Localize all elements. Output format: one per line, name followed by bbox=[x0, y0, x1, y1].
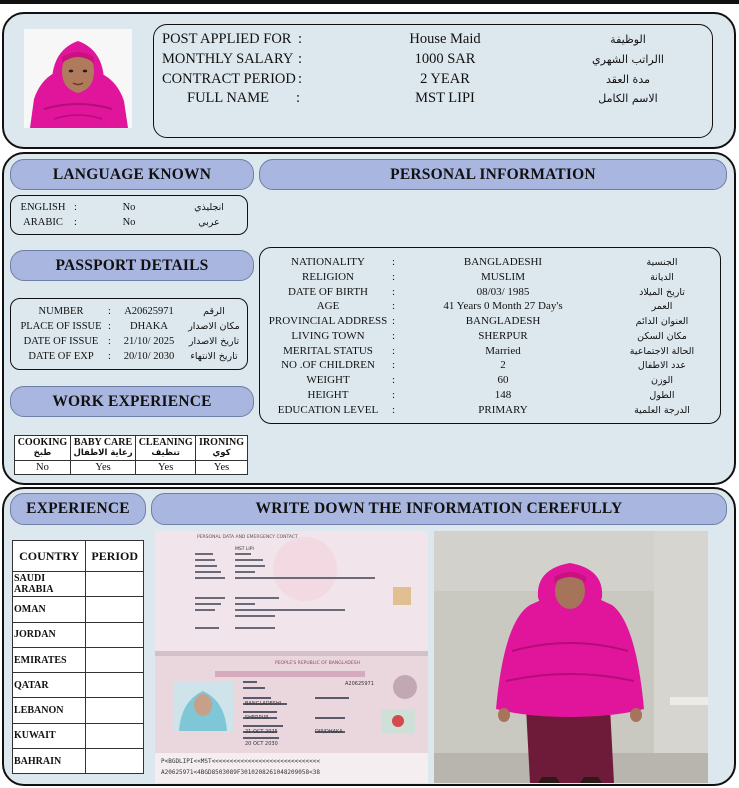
personal-arabic: عدد الاطفال bbox=[637, 360, 687, 372]
skill-name: COOKING bbox=[17, 437, 68, 448]
language-colon: : bbox=[74, 216, 77, 228]
skill-arabic: تنظيف bbox=[151, 448, 180, 458]
experience-row bbox=[13, 698, 144, 723]
personal-arabic: العنوان الدائم bbox=[635, 316, 689, 327]
personal-value: 2 bbox=[500, 359, 506, 372]
personal-arabic: الجنسية bbox=[646, 257, 678, 268]
header-field-value: 2 YEAR bbox=[420, 70, 470, 87]
header-field-colon: : bbox=[298, 50, 303, 67]
passport-scan-place: SHERPUR bbox=[245, 715, 269, 721]
passport-colon: : bbox=[108, 321, 111, 332]
personal-arabic: الديانة bbox=[650, 271, 674, 283]
personal-value: BANGLADESHI bbox=[463, 256, 543, 268]
experience-row bbox=[13, 647, 144, 672]
experience-row bbox=[13, 572, 144, 597]
experience-table bbox=[12, 540, 144, 774]
personal-colon: : bbox=[392, 300, 396, 313]
personal-value: PRIMARY bbox=[478, 403, 528, 416]
skill-name: IRONING bbox=[199, 437, 245, 448]
language-arabic: عربي bbox=[198, 216, 220, 228]
personal-colon: : bbox=[392, 374, 396, 386]
personal-value: 08/03/ 1985 bbox=[476, 285, 530, 298]
personal-value: Married bbox=[485, 344, 521, 357]
experience-heading: EXPERIENCE bbox=[10, 493, 146, 525]
header-field-arabic: الاسم الكامل bbox=[598, 92, 658, 106]
skill-value: Yes bbox=[70, 461, 135, 475]
passport-label: NUMBER bbox=[38, 306, 84, 317]
skill-name: CLEANING bbox=[138, 437, 193, 448]
personal-colon: : bbox=[392, 403, 396, 416]
passport-scan-issue: 21 OCT 2025 bbox=[245, 729, 278, 735]
personal-colon: : bbox=[392, 270, 396, 283]
personal-colon: : bbox=[392, 359, 396, 372]
experience-period bbox=[86, 597, 144, 622]
language-box bbox=[10, 195, 248, 235]
personal-value: MUSLIM bbox=[480, 270, 525, 283]
header-field-colon: : bbox=[298, 70, 303, 87]
personal-label: LIVING TOWN bbox=[291, 329, 365, 342]
passport-mrz-line-2: A20625971<4BGD8503089F3010208261048209058<38 bbox=[161, 769, 320, 776]
passport-value: 21/10/ 2025 bbox=[123, 336, 175, 347]
experience-row bbox=[13, 749, 144, 774]
header-field-value: MST LIPI bbox=[415, 90, 475, 107]
experience-country: OMAN bbox=[13, 597, 86, 622]
personal-colon: : bbox=[392, 315, 396, 327]
passport-scan bbox=[155, 531, 428, 783]
passport-scan-expiry: 20 OCT 2030 bbox=[245, 741, 278, 747]
experience-row bbox=[13, 723, 144, 748]
experience-period bbox=[86, 673, 144, 698]
header-field-value: House Maid bbox=[409, 31, 481, 47]
experience-row bbox=[13, 673, 144, 698]
language-known-heading: LANGUAGE KNOWN bbox=[10, 159, 254, 190]
passport-colon: : bbox=[108, 306, 111, 317]
skill-header bbox=[15, 436, 71, 461]
header-field-colon: : bbox=[296, 90, 301, 107]
skill-header bbox=[70, 436, 135, 461]
header-field-arabic: مدة العقد bbox=[606, 72, 650, 86]
experience-country: KUWAIT bbox=[13, 723, 86, 748]
passport-label: DATE OF EXP bbox=[28, 351, 94, 362]
skill-arabic: رعاية الاطفال bbox=[73, 448, 133, 458]
personal-arabic: الوزن bbox=[650, 375, 673, 386]
experience-country: QATAR bbox=[13, 673, 86, 698]
experience-country: BAHRAIN bbox=[13, 749, 86, 774]
experience-row bbox=[13, 597, 144, 622]
experience-row bbox=[13, 622, 144, 647]
personal-label: PROVINCIAL ADDRESS bbox=[268, 315, 388, 327]
passport-label: DATE OF ISSUE bbox=[23, 336, 99, 347]
personal-arabic: الطول bbox=[649, 389, 675, 401]
personal-value: SHERPUR bbox=[478, 329, 528, 342]
passport-arabic: تاريخ الانتهاء bbox=[190, 351, 238, 362]
experience-period bbox=[86, 698, 144, 723]
passport-mrz-line-1: P<BGDLIPI<<MST<<<<<<<<<<<<<<<<<<<<<<<<<<<<<< bbox=[161, 758, 320, 765]
personal-value: 41 Years 0 Month 27 Day's bbox=[443, 300, 563, 313]
personal-label: AGE bbox=[316, 300, 340, 313]
passport-scan-authority: DIP/DHAKA bbox=[315, 729, 343, 735]
skill-value: No bbox=[15, 461, 71, 475]
personal-value: 60 bbox=[497, 374, 509, 386]
experience-country: JORDAN bbox=[13, 622, 86, 647]
personal-value: 148 bbox=[494, 388, 512, 401]
passport-details-heading: PASSPORT DETAILS bbox=[10, 250, 254, 281]
passport-value: 20/10/ 2030 bbox=[123, 351, 175, 362]
experience-period bbox=[86, 749, 144, 774]
header-field-arabic: الوظيفة bbox=[610, 33, 646, 46]
passport-arabic: الرقم bbox=[203, 306, 225, 317]
header-field-arabic: االراتب الشهري bbox=[592, 52, 664, 66]
passport-arabic: تاريخ الاصدار bbox=[188, 336, 240, 347]
experience-country: EMIRATES bbox=[13, 647, 86, 672]
personal-label: NO .OF CHILDREN bbox=[281, 359, 375, 372]
passport-arabic: مكان الاصدار bbox=[188, 321, 240, 332]
passport-scan-title: PERSONAL DATA AND EMERGENCY CONTACT bbox=[197, 535, 298, 540]
full-body-photo bbox=[434, 531, 708, 783]
experience-country: SAUDI ARABIA bbox=[13, 572, 86, 597]
personal-colon: : bbox=[392, 388, 396, 401]
language-value: No bbox=[122, 202, 136, 213]
personal-label: HEIGHT bbox=[307, 388, 349, 401]
personal-value: BANGLADESH bbox=[465, 315, 541, 327]
passport-label: PLACE OF ISSUE bbox=[20, 321, 102, 332]
country-column-header: COUNTRY bbox=[13, 541, 86, 572]
skill-value: Yes bbox=[136, 461, 196, 475]
personal-arabic: الحالة الاجتماعية bbox=[629, 345, 695, 357]
personal-label: EDUCATION LEVEL bbox=[277, 403, 379, 416]
personal-label: RELIGION bbox=[302, 270, 354, 283]
passport-scan-name: MST LIPI bbox=[235, 547, 254, 552]
top-border bbox=[0, 0, 739, 4]
personal-label: MERITAL STATUS bbox=[283, 344, 373, 357]
passport-scan-banner: PEOPLE'S REPUBLIC OF BANGLADESH bbox=[275, 661, 360, 666]
experience-period bbox=[86, 647, 144, 672]
personal-colon: : bbox=[392, 285, 396, 298]
personal-label: WEIGHT bbox=[306, 374, 350, 386]
period-column-header: PERIOD bbox=[86, 541, 144, 572]
experience-period bbox=[86, 723, 144, 748]
experience-country: LEBANON bbox=[13, 698, 86, 723]
header-field-label: POST APPLIED FOR bbox=[162, 31, 292, 47]
skill-header bbox=[136, 436, 196, 461]
experience-period bbox=[86, 572, 144, 597]
passport-value: A20625971 bbox=[124, 306, 174, 317]
passport-scan-number: A20625971 bbox=[345, 681, 374, 687]
personal-arabic: الدرجة العلمية bbox=[634, 404, 690, 416]
passport-value: DHAKA bbox=[130, 321, 168, 332]
skill-arabic: كوي bbox=[212, 448, 231, 458]
language-label: ENGLISH bbox=[20, 202, 66, 213]
skill-value: Yes bbox=[196, 461, 248, 475]
personal-arabic: العمر bbox=[651, 301, 673, 313]
passport-colon: : bbox=[108, 351, 111, 362]
skills-table bbox=[14, 435, 248, 475]
profile-photo bbox=[24, 29, 132, 128]
header-field-colon: : bbox=[298, 31, 303, 47]
language-colon: : bbox=[74, 202, 77, 213]
header-field-label: CONTRACT PERIOD bbox=[162, 70, 296, 87]
personal-colon: : bbox=[392, 256, 396, 268]
header-field-value: 1000 SAR bbox=[414, 50, 476, 67]
personal-information-heading: PERSONAL INFORMATION bbox=[259, 159, 727, 190]
language-value: No bbox=[122, 216, 136, 228]
personal-arabic: مكان السكن bbox=[637, 330, 687, 342]
skill-arabic: طبخ bbox=[33, 448, 52, 458]
write-down-heading: WRITE DOWN THE INFORMATION CEREFULLY bbox=[151, 493, 727, 525]
skill-name: BABY CARE bbox=[73, 437, 133, 448]
skill-header bbox=[196, 436, 248, 461]
header-field-label: FULL NAME bbox=[187, 90, 270, 107]
personal-arabic: تاريخ الميلاد bbox=[639, 286, 685, 298]
personal-label: DATE OF BIRTH bbox=[287, 285, 368, 298]
language-arabic: انجليذي bbox=[194, 202, 224, 213]
experience-period bbox=[86, 622, 144, 647]
passport-scan-nationality: BANGLADESHI bbox=[245, 701, 282, 707]
work-experience-heading: WORK EXPERIENCE bbox=[10, 386, 254, 417]
passport-colon: : bbox=[108, 336, 111, 347]
header-field-label: MONTHLY SALARY bbox=[162, 50, 294, 67]
personal-label: NATIONALITY bbox=[291, 256, 365, 268]
language-label: ARABIC bbox=[23, 216, 63, 228]
personal-colon: : bbox=[392, 329, 396, 342]
personal-colon: : bbox=[392, 344, 396, 357]
